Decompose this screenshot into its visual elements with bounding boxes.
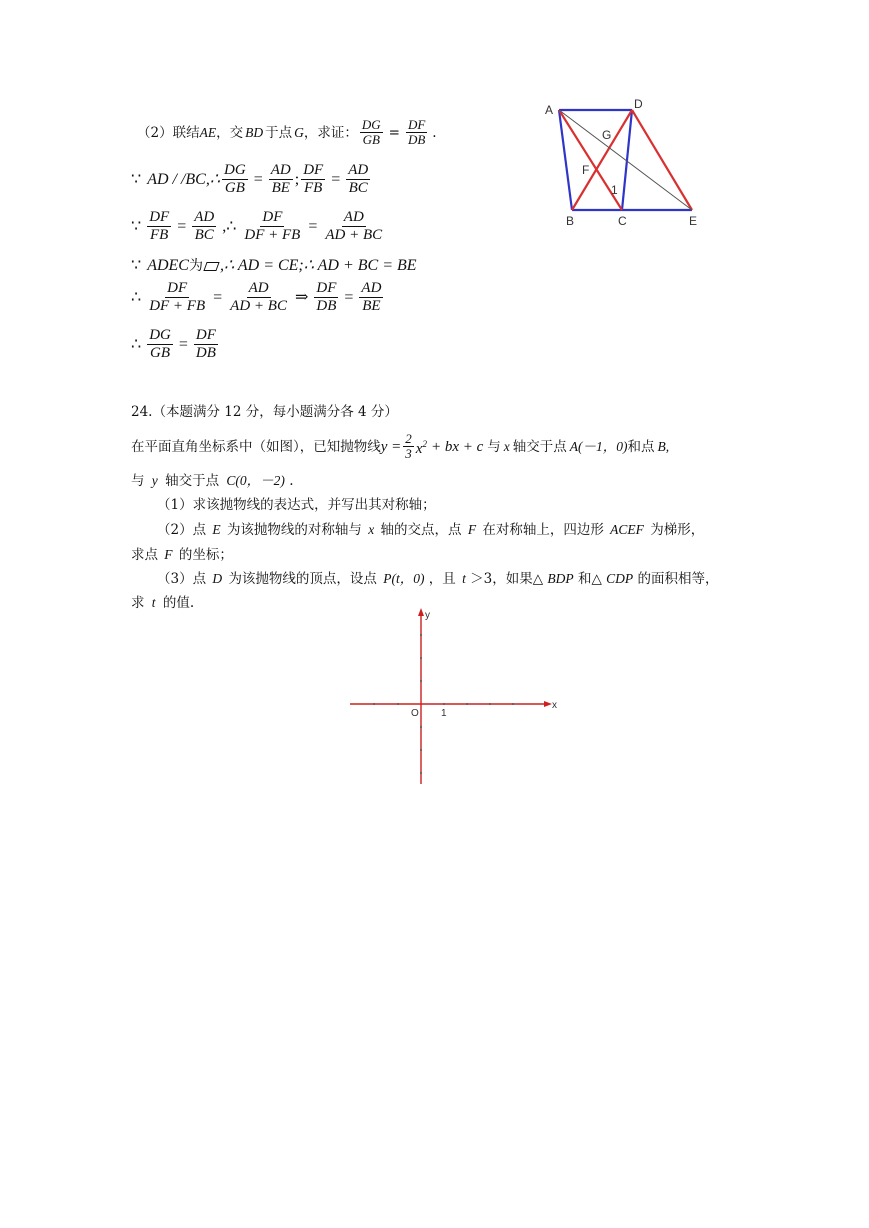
yudian-text: 于点 <box>265 124 293 141</box>
sub2-line2-a: 求点 <box>131 547 158 563</box>
sub3-text-d: ＞3，如果△ <box>470 571 544 587</box>
part2-statement: （2）联结 AE ，交 BD 于点 G ，求证： $\frac{DG}{GB}$ = $\frac{DF}{DB}$ . <box>137 117 437 147</box>
acef-label: ACEF <box>610 522 644 537</box>
axis-label-x: x <box>552 700 557 711</box>
line2-text-c: . <box>289 473 294 489</box>
cdp-label: CDP <box>606 571 634 586</box>
adec-label: ADEC <box>147 257 189 274</box>
sub2-line2-b: 的坐标； <box>178 547 233 563</box>
x-var: x <box>503 438 510 454</box>
intro-text-a: 在平面直角坐标系中（如图），已知抛物线 <box>131 438 381 455</box>
q24-sub3-line1 <box>157 569 718 589</box>
because-symbol: ∵ <box>131 170 142 188</box>
parallelogram-icon <box>203 262 219 271</box>
sub3-text-f: 的面积相等， <box>637 571 719 587</box>
sub2-text-c: 轴的交点，点 <box>380 522 462 538</box>
intro-text-b: 与 <box>487 438 501 455</box>
frac-ad-be-1: $\frac{AD}{BE}$ <box>270 162 291 196</box>
q24-header: 24.（本题满分 12 分，每小题满分各 4 分） <box>131 404 398 420</box>
sub2-text-d: 在对称轴上，四边形 <box>482 522 604 538</box>
frac-ad-adbc-4: $\frac{AD}{AD + BC}$ <box>230 280 287 314</box>
q24-intro-line2 <box>131 471 293 491</box>
proof-line-3 <box>131 253 417 279</box>
sub2-text-e: 为梯形， <box>650 522 705 538</box>
edge-ab <box>559 110 572 210</box>
frac-dg-gb-1: $\frac{DG}{GB}$ <box>224 162 246 196</box>
q24-sub2-line1 <box>157 520 704 540</box>
sub3-text-e: 和△ <box>577 571 602 587</box>
tick-label-1: 1 <box>441 708 447 719</box>
line-ae <box>559 110 692 210</box>
therefore-symbol: ∴ <box>131 288 142 306</box>
coordinate-axes-figure <box>345 604 565 789</box>
line2-text-b: 轴交于点 <box>165 473 220 489</box>
wei-text: 为 <box>188 258 203 274</box>
jiao-text: ，交 <box>216 124 244 141</box>
implies-symbol: ⇒ <box>294 288 309 306</box>
x-axis-arrow-icon <box>544 701 552 707</box>
point-b: B, <box>657 438 670 454</box>
bdp-label: BDP <box>547 571 574 586</box>
label-b: B <box>566 214 575 228</box>
t-var: t <box>462 571 466 586</box>
point-f-2: F <box>164 547 173 562</box>
frac-df-dffb: $\frac{DF}{DF + FB}$ <box>244 209 301 243</box>
q24-sub2-line2 <box>131 545 233 565</box>
t-var-2: t <box>151 595 156 610</box>
period: . <box>432 124 437 141</box>
x-var-2: x <box>368 522 375 537</box>
label-a: A <box>545 103 554 117</box>
proof-line-5: ∴ $\frac{DG}{GB}$ = $\frac{DF}{DB}$ <box>131 327 216 361</box>
eq-x: x <box>415 441 423 457</box>
because-symbol-3: ∵ <box>131 257 142 274</box>
frac-df-db-4: $\frac{DF}{DB}$ <box>316 280 337 314</box>
label-f: F <box>582 163 590 177</box>
intro-text-c: 轴交于点 <box>512 438 567 455</box>
label-d: D <box>634 97 643 111</box>
frac-ad-adbc: $\frac{AD}{AD + BC}$ <box>325 209 383 243</box>
frac-ad-be-4: $\frac{AD}{BE}$ <box>361 280 382 314</box>
proof-line3-text: ,∴ AD = CE;∴ AD + BC = BE <box>219 257 417 274</box>
sub3-text-b: 为该抛物线的顶点，设点 <box>228 571 377 587</box>
sub3-text-a: （3）点 <box>157 571 207 587</box>
y-var: y <box>151 473 158 488</box>
eq-tail: + bx + c <box>430 438 484 455</box>
part2-label: （2）联结 <box>137 124 200 141</box>
because-symbol-2: ∵ <box>131 217 142 235</box>
geometry-figure <box>535 92 710 234</box>
g-label: G <box>294 124 304 140</box>
proof-line-1: ∵ AD / /BC,∴ $\frac{DG}{GB}$ = $\frac{AD}{BE}$ ; $\frac{DF}{FB}$ = $\frac{AD}{BC}$ <box>131 162 369 196</box>
frac-df-db: $\frac{DF}{DB}$ <box>407 117 426 147</box>
label-c: C <box>618 214 627 228</box>
frac-ad-bc-1: $\frac{AD}{BC}$ <box>348 162 369 196</box>
bd-label: BD <box>245 124 264 140</box>
sub3-line2-a: 求 <box>131 595 145 611</box>
y-axis-arrow-icon <box>418 608 424 616</box>
point-c: C(0，－2) <box>226 473 285 488</box>
line2-text-a: 与 <box>131 473 145 489</box>
line-de <box>632 110 692 210</box>
point-e: E <box>212 522 221 537</box>
axis-label-y: y <box>425 610 430 621</box>
label-1: 1 <box>611 183 618 197</box>
sub3-line2-b: 的值. <box>162 595 195 611</box>
sub2-text-b: 为该抛物线的对称轴与 <box>226 522 362 538</box>
frac-df-db-5: $\frac{DF}{DB}$ <box>195 327 216 361</box>
proof-line-4: ∴ $\frac{DF}{DF + FB}$ = $\frac{AD}{AD + BC}$ ⇒ $\frac{DF}{DB}$ = $\frac{AD}{BE}$ <box>131 280 382 314</box>
frac-dg-gb: $\frac{DG}{GB}$ <box>361 117 381 147</box>
frac-df-dffb-4: $\frac{DF}{DF + FB}$ <box>149 280 206 314</box>
point-f: F <box>467 522 477 537</box>
frac-df-fb-1: $\frac{DF}{FB}$ <box>303 162 324 196</box>
qiuzheng-text: ，求证： <box>303 124 358 141</box>
origin-label: O <box>411 708 419 719</box>
point-p: P(t，0) <box>383 571 425 586</box>
frac-df-fb-2: $\frac{DF}{FB}$ <box>149 209 170 243</box>
sub3-text-c: ，且 <box>428 571 456 587</box>
point-d: D <box>212 571 223 586</box>
frac-ad-bc-2: $\frac{AD}{BC}$ <box>194 209 215 243</box>
q24-intro-line1 <box>131 432 669 461</box>
label-e: E <box>689 214 698 228</box>
q24-sub1: （1）求该抛物线的表达式，并写出其对称轴； <box>157 497 436 513</box>
proof-line-2: ∵ $\frac{DF}{FB}$ = $\frac{AD}{BC}$ ,∴ $\frac{DF}{DF + FB}$ = $\frac{AD}{AD + BC}$ <box>131 209 383 243</box>
q24-sub3-line2 <box>131 593 194 613</box>
intro-text-d: 和点 <box>627 438 655 455</box>
sub2-text-a: （2）点 <box>157 522 207 538</box>
eq-frac: $\frac{2}{3}$ <box>405 431 412 461</box>
ae-label: AE <box>199 124 217 140</box>
proof-line1-text: AD / /BC,∴ <box>147 170 221 188</box>
label-g: G <box>602 128 612 142</box>
frac-dg-gb-5: $\frac{DG}{GB}$ <box>149 327 171 361</box>
point-a: A(－1，0) <box>569 438 628 454</box>
therefore-symbol-5: ∴ <box>131 335 142 353</box>
eq-y: y = <box>380 438 402 455</box>
eq-sup: 2 <box>422 439 427 449</box>
